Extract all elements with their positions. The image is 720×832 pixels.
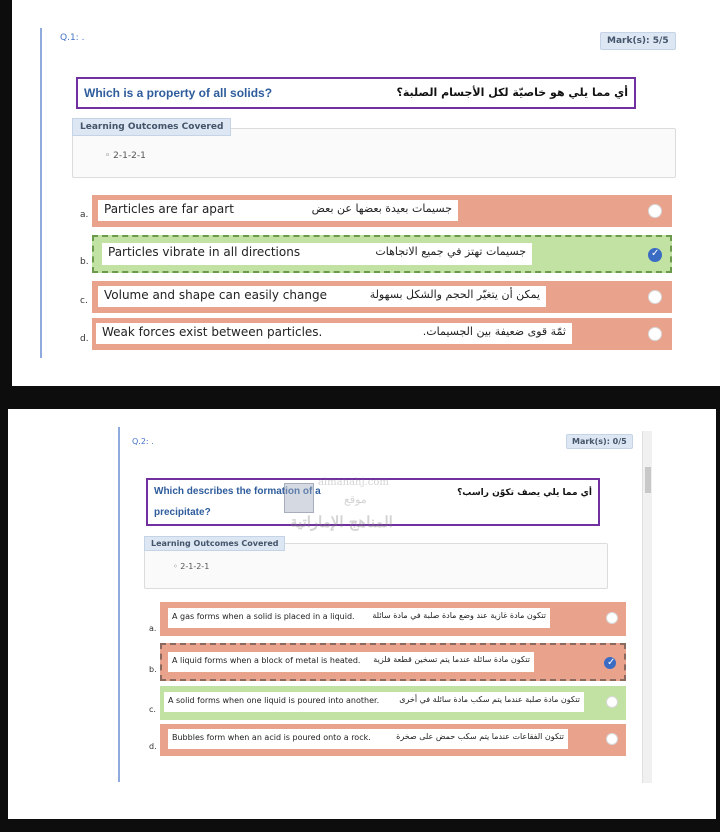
learning-outcome-item: ◦ 2-1-2-1	[173, 562, 210, 571]
option-c-text-en: A solid forms when one liquid is poured into another.	[168, 696, 380, 705]
marks-badge: Mark(s): 5/5	[600, 32, 676, 50]
marks-badge: Mark(s): 0/5	[566, 434, 633, 449]
learning-outcome-item: ◦ 2-1-2-1	[105, 151, 146, 161]
left-accent-line	[40, 28, 42, 358]
watermark-ar-line2: المناهج الإماراتية	[290, 513, 393, 531]
question-1-panel	[12, 0, 720, 386]
option-d[interactable]	[92, 318, 672, 350]
watermark-logo	[284, 483, 314, 513]
option-d-label	[168, 729, 568, 749]
option-d-radio[interactable]	[606, 733, 618, 745]
option-a-text-ar: تتكون مادة غازية عند وضع مادة صلبة في مادة سائلة	[372, 611, 546, 620]
option-letter: d.	[149, 742, 157, 751]
option-b-text-en: Particles vibrate in all directions	[108, 245, 301, 259]
question-text-en-line2: precipitate?	[154, 507, 211, 518]
option-letter: a.	[149, 624, 157, 633]
option-a[interactable]	[160, 602, 626, 636]
option-a-label	[98, 200, 458, 221]
option-b-text-en: A liquid forms when a block of metal is heated.	[172, 656, 361, 665]
question-box	[76, 77, 636, 109]
option-c[interactable]	[92, 281, 672, 313]
question-text-en: Which is a property of all solids?	[84, 86, 273, 100]
option-b[interactable]	[160, 643, 626, 681]
option-letter: c.	[149, 705, 156, 714]
option-c[interactable]	[160, 686, 626, 720]
option-d-radio[interactable]	[648, 327, 662, 341]
option-letter: a.	[80, 210, 89, 220]
option-d[interactable]	[160, 724, 626, 756]
option-a-radio[interactable]	[648, 204, 662, 218]
option-b-label	[102, 243, 532, 265]
option-letter: b.	[149, 665, 157, 674]
option-d-text-ar: ثمّة قوى ضعيفة بين الجسيمات.	[422, 325, 566, 338]
learning-outcomes-tab[interactable]: Learning Outcomes Covered	[144, 536, 285, 551]
option-b-text-ar: تتكون مادة سائلة عندما يتم تسخين قطعة فلزية	[373, 655, 530, 664]
option-c-radio[interactable]	[606, 696, 618, 708]
option-b[interactable]	[92, 235, 672, 273]
option-a[interactable]	[92, 195, 672, 227]
option-letter: b.	[80, 257, 89, 267]
option-b-radio-checked[interactable]	[604, 657, 616, 669]
option-b-text-ar: جسيمات تهتز في جميع الاتجاهات	[375, 245, 526, 258]
option-letter: c.	[80, 296, 88, 306]
option-c-text-ar: تتكون مادة صلبة عندما يتم سكب مادة سائلة في أخرى	[399, 695, 580, 704]
option-a-text-ar: جسيمات بعيدة بعضها عن بعض	[311, 202, 452, 215]
question-text-en-line1: Which describes the formation of a	[154, 486, 321, 497]
scrollbar[interactable]	[642, 431, 652, 783]
option-d-text-en: Bubbles form when an acid is poured onto a rock.	[172, 733, 371, 742]
option-d-label	[96, 323, 572, 344]
option-b-label	[168, 652, 534, 672]
learning-outcomes-tab[interactable]: Learning Outcomes Covered	[72, 118, 231, 136]
watermark-ar-line1: موقع	[344, 493, 367, 506]
option-a-label	[168, 608, 550, 628]
option-letter: d.	[80, 334, 89, 344]
option-c-label	[164, 692, 584, 712]
option-c-text-en: Volume and shape can easily change	[104, 288, 327, 302]
scrollbar-thumb[interactable]	[645, 467, 651, 493]
question-number: Q.1: .	[60, 33, 85, 43]
option-c-text-ar: يمكن أن يتغيّر الحجم والشكل بسهولة	[369, 288, 540, 301]
option-a-text-en: A gas forms when a solid is placed in a liquid.	[172, 612, 355, 621]
option-d-text-ar: تتكون الفقاعات عندما يتم سكب حمض على صخرة	[396, 732, 564, 741]
option-c-label	[98, 286, 546, 307]
question-text-ar: أي مما يلي يصف تكوّن راسب؟	[457, 488, 592, 498]
option-b-radio-checked[interactable]	[648, 248, 662, 262]
option-c-radio[interactable]	[648, 290, 662, 304]
option-a-text-en: Particles are far apart	[104, 202, 234, 216]
question-text-ar: أي مما يلي هو خاصيّة لكل الأجسام الصلبة؟	[396, 86, 628, 99]
option-d-text-en: Weak forces exist between particles.	[102, 325, 323, 339]
watermark-site: almanahj.com	[318, 477, 389, 488]
option-a-radio[interactable]	[606, 612, 618, 624]
question-number: Q.2: .	[132, 437, 154, 446]
question-2-panel	[8, 409, 716, 819]
left-accent-line	[118, 427, 120, 782]
